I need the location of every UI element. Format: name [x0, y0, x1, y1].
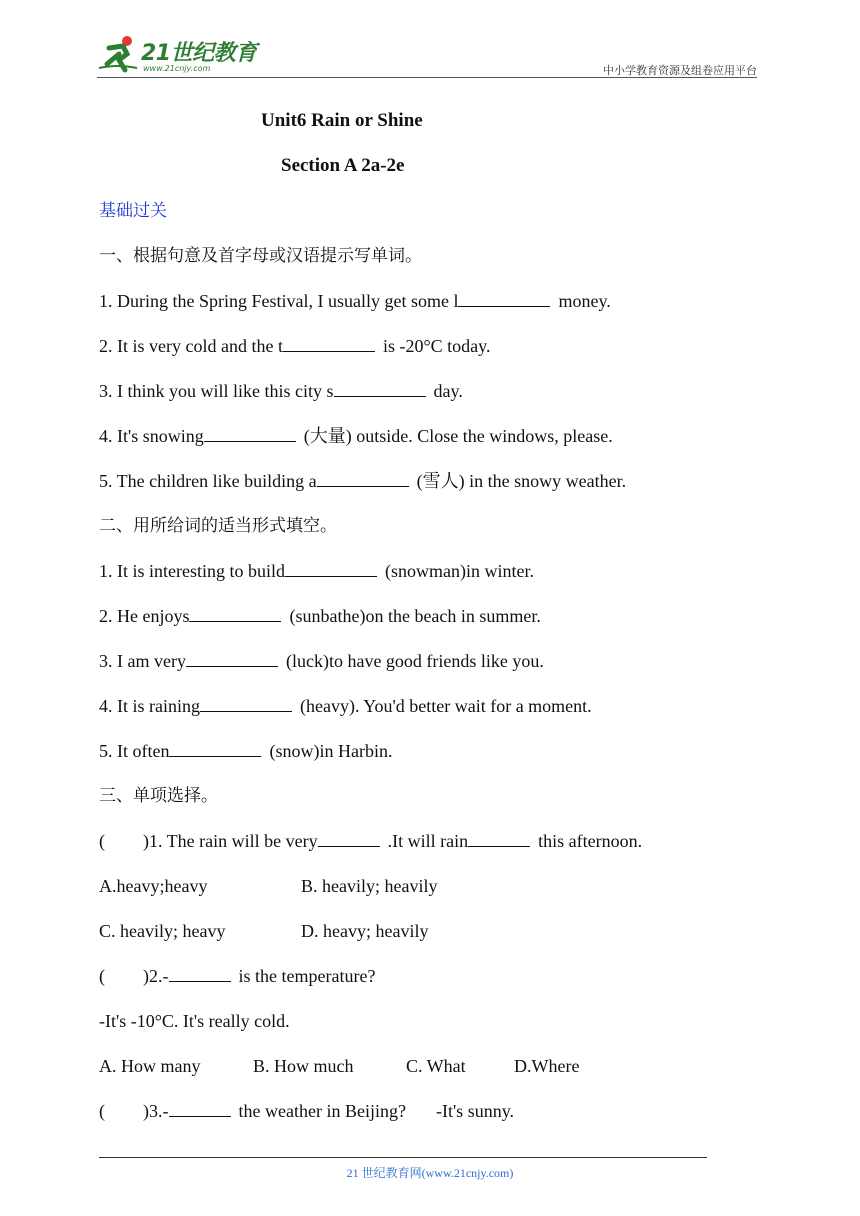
part3-q2 — [99, 965, 375, 987]
option-a[interactable]: A. How many — [99, 1056, 201, 1076]
part2-q4 — [99, 695, 592, 717]
platform-label: 中小学教育资源及组卷应用平台 — [603, 64, 757, 77]
logo-url: www.21cnjy.com — [143, 64, 211, 73]
option-b[interactable]: B. heavily; heavily — [301, 876, 438, 896]
part3-q1 — [99, 830, 642, 852]
part2-q5 — [99, 740, 392, 762]
q-text: is the temperature? — [238, 966, 376, 986]
q-text: the weather in Beijing? — [238, 1101, 406, 1121]
q-text: )3.- — [143, 1101, 169, 1121]
paren-open: ( — [99, 1101, 105, 1121]
footer-divider — [99, 1157, 707, 1158]
q-text: 3. I am very — [99, 651, 186, 671]
part1-q2 — [99, 335, 491, 357]
logo-text: 21世纪教育 — [141, 41, 257, 66]
header-divider — [97, 77, 757, 78]
q-text: 5. The children like building a — [99, 471, 317, 491]
option-b[interactable]: B. How much — [253, 1056, 354, 1076]
part3-q1-options-row2 — [99, 920, 428, 942]
section-label: 基础过关 — [99, 201, 167, 221]
part3-q2-answer: -It's -10°C. It's really cold. — [99, 1011, 290, 1031]
answer-blank[interactable] — [204, 425, 296, 442]
q-text: (雪人) in the snowy weather. — [416, 471, 627, 491]
paren-open: ( — [99, 966, 105, 986]
part1-q1 — [99, 290, 611, 312]
q-text: (heavy). You'd better wait for a moment. — [300, 696, 592, 716]
option-d[interactable]: D.Where — [514, 1056, 580, 1076]
q-text: -It's sunny. — [435, 1101, 515, 1121]
page-header — [97, 30, 757, 78]
part1-q3 — [99, 380, 463, 402]
runner-logo-icon — [97, 34, 141, 74]
option-d[interactable]: D. heavy; heavily — [301, 921, 429, 941]
q-text: (luck)to have good friends like you. — [285, 651, 544, 671]
answer-blank[interactable] — [317, 470, 409, 487]
answer-blank[interactable] — [189, 605, 281, 622]
q-text: 4. It's snowing — [99, 426, 204, 446]
page-title: Unit6 Rain or Shine — [261, 110, 423, 131]
part3-heading: 三、单项选择。 — [99, 786, 218, 806]
part3-q2-options — [99, 1055, 579, 1077]
part3-q1-options-row1 — [99, 875, 437, 897]
q-text: (snow)in Harbin. — [269, 741, 393, 761]
answer-blank[interactable] — [318, 830, 380, 847]
option-a[interactable]: A.heavy;heavy — [99, 876, 208, 896]
part2-heading: 二、用所给词的适当形式填空。 — [99, 516, 337, 536]
page-subtitle: Section A 2a-2e — [281, 155, 405, 176]
q-text: )1. The rain will be very — [143, 831, 318, 851]
q-text: (snowman)in winter. — [385, 561, 534, 581]
q-text: this afternoon. — [538, 831, 643, 851]
part1-q4 — [99, 425, 613, 447]
part2-q1 — [99, 560, 534, 582]
page-footer[interactable]: 21 世纪教育网(www.21cnjy.com) — [346, 1166, 514, 1180]
part2-q2 — [99, 605, 541, 627]
answer-blank[interactable] — [458, 290, 550, 307]
part3-q3 — [99, 1100, 514, 1122]
q-text: 1. It is interesting to build — [99, 561, 285, 581]
part1-q5 — [99, 470, 626, 492]
q-text: is -20°C today. — [382, 336, 491, 356]
answer-blank[interactable] — [169, 1100, 231, 1117]
q-text: 2. It is very cold and the t — [99, 336, 283, 356]
q-text: (sunbathe)on the beach in summer. — [289, 606, 541, 626]
logo — [97, 34, 267, 74]
part2-q3 — [99, 650, 544, 672]
q-text: 2. He enjoys — [99, 606, 190, 626]
q-text: 3. I think you will like this city s — [99, 381, 334, 401]
q-text: 5. It often — [99, 741, 170, 761]
answer-blank[interactable] — [468, 830, 530, 847]
q-text: day. — [433, 381, 463, 401]
q-text: 1. During the Spring Festival, I usually get some l — [99, 291, 459, 311]
answer-blank[interactable] — [200, 695, 292, 712]
q-text: (大量) outside. Close the windows, please. — [303, 426, 613, 446]
answer-blank[interactable] — [186, 650, 278, 667]
paren-open: ( — [99, 831, 105, 851]
part1-heading: 一、根据句意及首字母或汉语提示写单词。 — [99, 246, 422, 266]
q-text: )2.- — [143, 966, 169, 986]
q-text: money. — [558, 291, 611, 311]
option-c[interactable]: C. What — [406, 1056, 466, 1076]
answer-blank[interactable] — [169, 740, 261, 757]
answer-blank[interactable] — [285, 560, 377, 577]
answer-blank[interactable] — [334, 380, 426, 397]
option-c[interactable]: C. heavily; heavy — [99, 921, 226, 941]
answer-blank[interactable] — [169, 965, 231, 982]
q-text: 4. It is raining — [99, 696, 200, 716]
q-text: .It will rain — [387, 831, 469, 851]
answer-blank[interactable] — [283, 335, 375, 352]
